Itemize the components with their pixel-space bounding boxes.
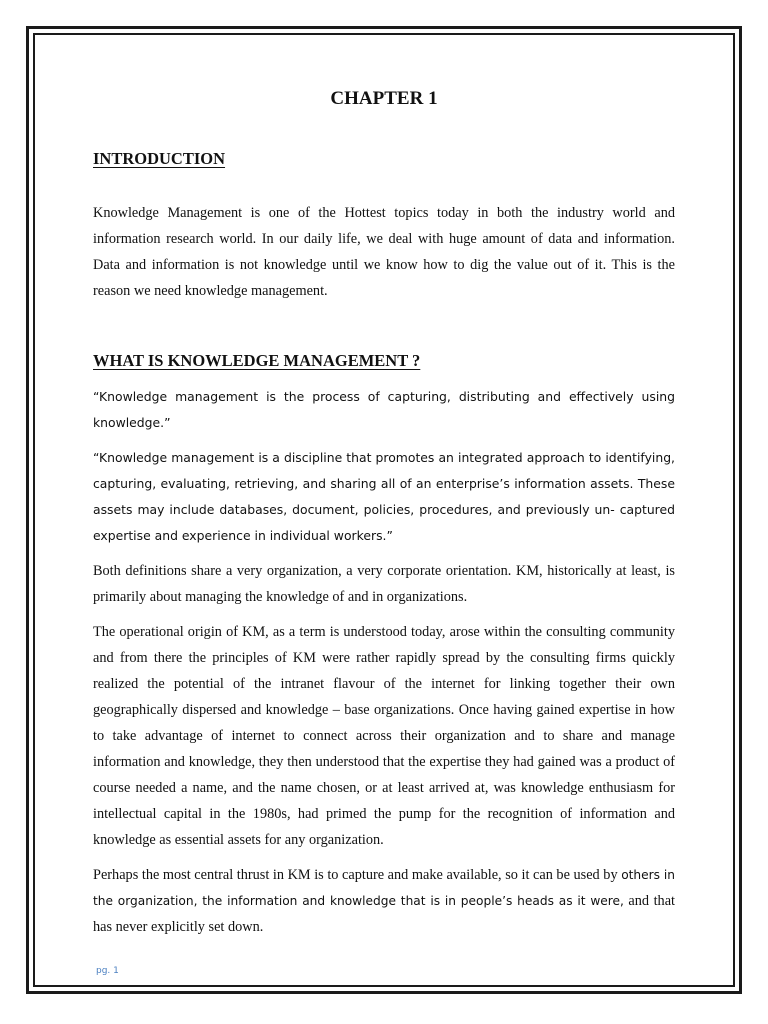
central-thrust-line-3: and that has never explicitly set down. (93, 893, 676, 935)
central-thrust-line-1: Perhaps the most central thrust in KM is to capture and make available, so it can be used by (93, 867, 618, 883)
chapter-title: CHAPTER 1 (330, 88, 438, 109)
paragraph-definitions-comparison: Both definitions share a very organization, a very corporate orientation. KM, historically at least, is primarily about managing the knowledge of and in organizations. (93, 563, 675, 605)
definition-quote-1: “Knowledge management is the process of capturing, distributing and effectively using knowledge.” (93, 389, 675, 430)
definition-quote-2: “Knowledge management is a discipline that promotes an integrated approach to identifying, capturing, evaluating, retrieving, and sharing all of an enterprise’s information assets. These assets may include databases, document, policies, procedures, and previously un- captured expertise and experience in individual workers.” (93, 450, 675, 543)
paragraph-operational-origin: The operational origin of KM, as a term is understood today, arose within the consulting community and from there the principles of KM were rather rapidly spread by the consulting firms quickly realized the potential of the intranet flavour of the internet for linking together their own geographically dispersed and knowledge – base organizations. Once having gained expertise in how to take advantage of internet to connect across their organization and to share and manage information and knowledge, they then understood that the expertise they had gained was a product of course needed a name, and the name chosen, or at least arrived at, was knowledge enthusiasm for intellectual capital in the 1980s, had primed the pump for the recognition of information and knowledge as essential assets for any organization. (93, 624, 675, 848)
page-number: pg. 1 (96, 966, 119, 976)
section-heading-introduction: INTRODUCTION (93, 149, 226, 168)
paragraph-central-thrust (93, 862, 675, 940)
document-body (93, 86, 675, 940)
intro-paragraph: Knowledge Management is one of the Hottest topics today in both the industry world and information research world. In our daily life, we deal with huge amount of data and information. Data and information is not knowledge until we know how to dig the value out of it. This is the reason we need knowledge management. (93, 205, 675, 299)
section-heading-what-is-km: WHAT IS KNOWLEDGE MANAGEMENT ? (93, 351, 421, 370)
central-thrust-line-2: others in the organization, the information and knowledge that is in people’s heads as it were, (93, 868, 675, 908)
